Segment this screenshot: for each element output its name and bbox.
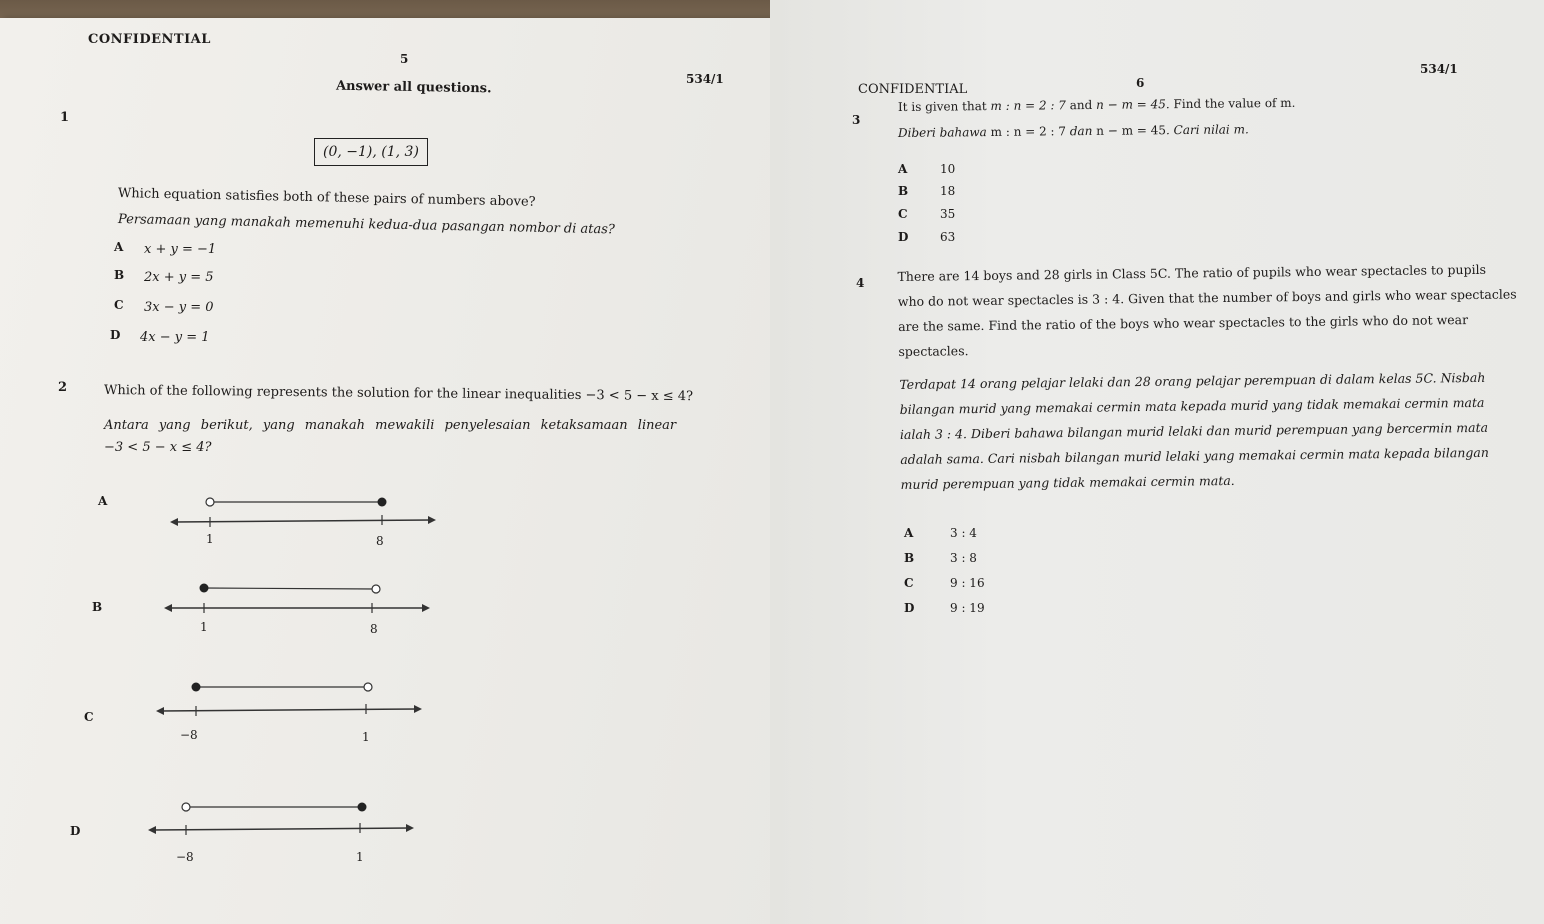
q1-question-en: Which equation satisfies both of these pairs of numbers above? <box>117 186 536 210</box>
q4-option-b-letter: B <box>904 551 915 565</box>
q2-option-b-right-label: 8 <box>370 622 378 636</box>
q3-en-post: . Find the value of m. <box>1165 95 1296 112</box>
q4-question-my <box>899 365 1489 497</box>
q1-option-a[interactable]: x + y = −1 <box>144 242 217 257</box>
q2-number: 2 <box>58 380 68 395</box>
q4-option-c[interactable]: 9 : 16 <box>950 576 985 590</box>
q3-option-c-letter: C <box>898 207 908 221</box>
q3-my-eq1: m : n = 2 : 7 <box>990 124 1067 140</box>
q4-en-line-3: are the same. Find the ratio of the boys who wear spectacles to the girls who do not wear <box>898 312 1469 334</box>
q4-number: 4 <box>856 276 865 290</box>
q1-number: 1 <box>60 110 70 125</box>
q4-my-line-3: ialah 3 : 4. Diberi bahawa bilangan murid lelaki dan murid perempuan yang bercermin mata <box>899 419 1489 442</box>
q4-en-line-1: There are 14 boys and 28 girls in Class 5C. The ratio of pupils who wear spectacles to pupils <box>897 261 1487 285</box>
instruction: Answer all questions. <box>335 78 492 97</box>
q3-and-my: dan <box>1069 123 1093 139</box>
q1-points-box: (0, −1), (1, 3) <box>314 138 428 166</box>
q3-option-d[interactable]: 63 <box>940 230 956 244</box>
q2-question-my-2: −3 < 5 − x ≤ 4? <box>104 440 212 455</box>
q2-option-c-number-line[interactable] <box>156 680 426 720</box>
q4-option-a-letter: A <box>904 526 914 540</box>
q2-option-a-letter: A <box>98 494 108 508</box>
q4-my-line-4: adalah sama. Cari nisbah bilangan murid lelaki yang memakai cermin mata kepada bilangan <box>900 444 1489 467</box>
q2-question-my-1: Antara yang berikut, yang manakah mewakili penyelesaian ketaksamaan linear <box>104 418 677 433</box>
q3-eq2: n − m = 45 <box>1096 97 1166 112</box>
left-code: 534/1 <box>686 72 724 86</box>
right-header: CONFIDENTIAL <box>858 82 968 97</box>
q4-option-b[interactable]: 3 : 8 <box>950 551 977 565</box>
q3-my-post: . Cari nilai m. <box>1165 122 1249 138</box>
q4-my-line-5: murid perempuan yang tidak memakai cermin mata. <box>900 472 1235 492</box>
q4-option-a[interactable]: 3 : 4 <box>950 526 977 540</box>
q1-option-c[interactable]: 3x − y = 0 <box>144 300 214 315</box>
q4-question-en <box>897 256 1517 364</box>
q3-en-pre: It is given that <box>897 99 987 114</box>
q2-option-b-letter: B <box>92 600 103 614</box>
q3-option-b[interactable]: 18 <box>940 184 956 198</box>
q3-option-c[interactable]: 35 <box>940 207 956 221</box>
q3-my-eq2: n − m = 45 <box>1096 123 1167 138</box>
q1-option-d[interactable]: 4x − y = 1 <box>140 330 210 345</box>
q3-option-d-letter: D <box>898 230 909 244</box>
q2-option-d-right-label: 1 <box>356 850 364 864</box>
closed-dot <box>200 584 209 593</box>
q2-option-a-right-label: 8 <box>376 534 384 548</box>
q3-option-a-letter: A <box>898 162 908 176</box>
left-page-number: 5 <box>400 52 409 66</box>
q2-question-en: Which of the following represents the solution for the linear inequalities −3 < 5 − x ≤ 4? <box>103 383 694 405</box>
q1-option-c-letter: C <box>114 298 124 312</box>
q3-number: 3 <box>852 113 861 127</box>
left-header: CONFIDENTIAL <box>88 32 211 47</box>
q3-option-a[interactable]: 10 <box>940 162 956 176</box>
q4-en-line-4: spectacles. <box>898 343 969 359</box>
right-page-number: 6 <box>1136 76 1145 90</box>
q2-option-a-number-line[interactable] <box>170 494 440 534</box>
q2-option-d-left-label: −8 <box>176 850 194 864</box>
q3-and-en: and <box>1069 97 1093 113</box>
open-dot <box>182 803 190 811</box>
q4-option-c-letter: C <box>904 576 914 590</box>
q2-option-c-right-label: 1 <box>362 730 370 744</box>
q4-en-line-2: who do not wear spectacles is 3 : 4. Given that the number of boys and girls who wear spectacles <box>897 286 1517 310</box>
open-dot <box>372 585 380 593</box>
closed-dot <box>378 498 387 507</box>
q1-option-b[interactable]: 2x + y = 5 <box>144 270 214 285</box>
q3-my-pre: Diberi bahawa <box>897 125 987 140</box>
q2-option-b-left-label: 1 <box>200 620 208 634</box>
q2-option-c-left-label: −8 <box>180 728 198 742</box>
q3-option-b-letter: B <box>898 184 909 198</box>
open-dot <box>364 683 372 691</box>
q1-option-a-letter: A <box>114 240 124 254</box>
q2-option-c-letter: C <box>84 710 94 724</box>
closed-dot <box>358 803 367 812</box>
q1-option-d-letter: D <box>110 328 121 342</box>
q2-option-b-number-line[interactable] <box>164 582 434 622</box>
open-dot <box>206 498 214 506</box>
q2-option-a-left-label: 1 <box>206 532 214 546</box>
right-code: 534/1 <box>1420 62 1458 76</box>
q2-option-d-letter: D <box>70 824 81 838</box>
q2-option-d-number-line[interactable] <box>148 800 418 840</box>
q1-question-my: Persamaan yang manakah memenuhi kedua-dua pasangan nombor di atas? <box>117 212 616 238</box>
closed-dot <box>192 683 201 692</box>
q4-my-line-2: bilangan murid yang memakai cermin mata kepada murid yang tidak memakai cermin mata <box>899 394 1485 418</box>
q4-option-d-letter: D <box>904 601 915 615</box>
q4-my-line-1: Terdapat 14 orang pelajar lelaki dan 28 orang pelajar perempuan di dalam kelas 5C. Nisbah <box>899 369 1486 393</box>
q4-option-d[interactable]: 9 : 19 <box>950 601 985 615</box>
q3-eq1: m : n = 2 : 7 <box>990 98 1066 114</box>
q1-option-b-letter: B <box>114 268 125 282</box>
